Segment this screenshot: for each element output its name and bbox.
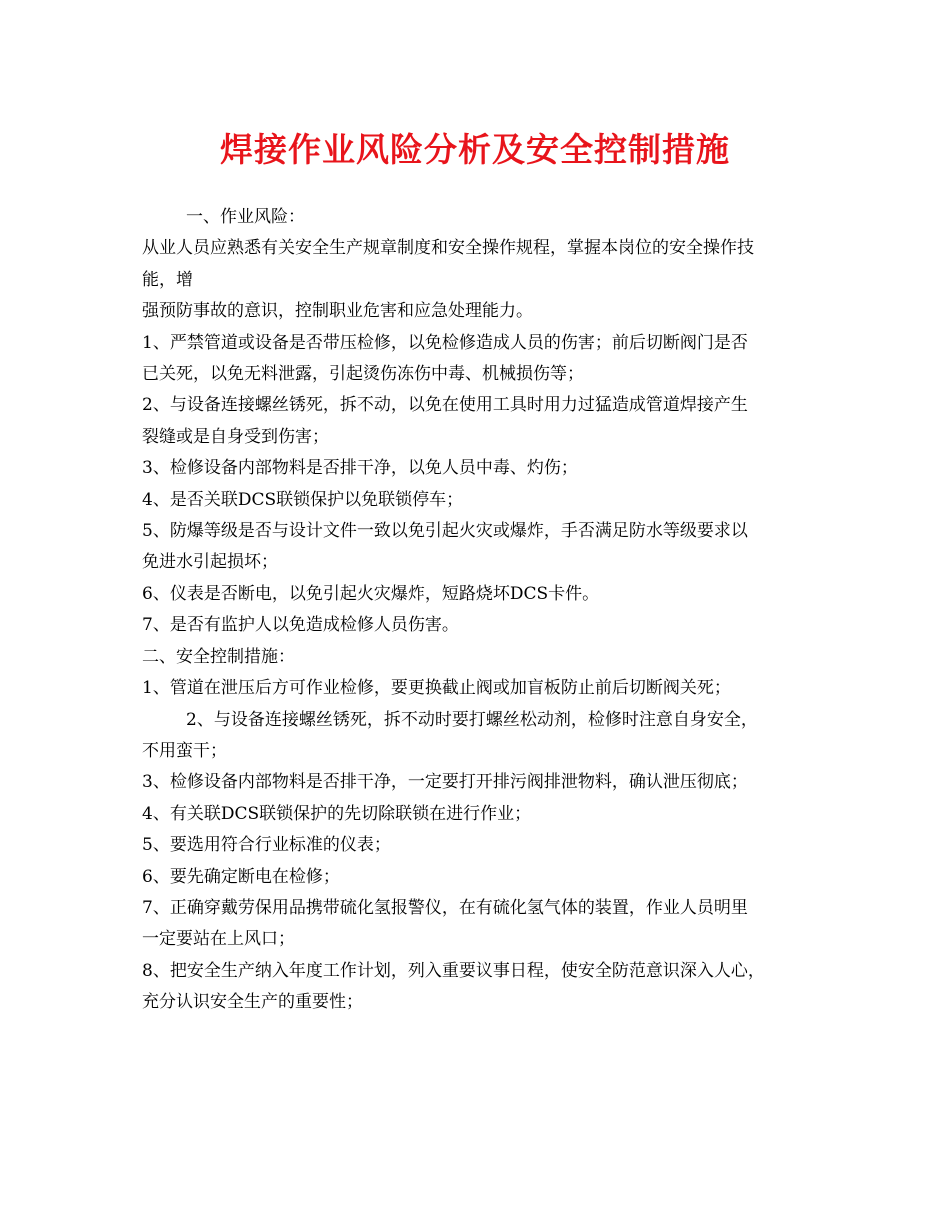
text-line: 充分认识安全生产的重要性； [142,992,363,1013]
text-line: 已关死，以免无料泄露，引起烫伤冻伤中毒、机械损伤等； [142,364,584,385]
text-line: 6、要先确定断电在检修； [142,866,340,887]
text-line: 二、安全控制措施： [142,646,295,667]
text-line: 4、是否关联DCS联锁保护以免联锁停车； [142,489,464,510]
text-line: 2、与设备连接螺丝锈死，拆不动，以免在使用工具时用力过猛造成管道焊接产生 [142,395,748,416]
text-line: 3、检修设备内部物料是否排干净，以免人员中毒、灼伤； [142,458,578,479]
text-line: 免进水引起损坏； [142,552,278,573]
text-line: 一、作业风险： [186,207,305,227]
text-line: 5、防爆等级是否与设计文件一致以免引起火灾或爆炸，手否满足防水等级要求以 [142,521,748,542]
text-line: 1、管道在泄压后方可作业检修，要更换截止阀或加盲板防止前后切断阀关死； [142,678,731,699]
text-line: 从业人员应熟悉有关安全生产规章制度和安全操作规程，掌握本岗位的安全操作技 [142,238,754,259]
text-line: 5、要选用符合行业标准的仪表； [142,835,391,856]
text-line: 1、严禁管道或设备是否带压检修，以免检修造成人员的伤害；前后切断阀门是否 [142,332,748,353]
text-line: 能，增 [142,269,193,290]
text-line: 4、有关联DCS联锁保护的先切除联锁在进行作业； [142,803,532,824]
text-line: 7、正确穿戴劳保用品携带硫化氢报警仪，在有硫化氢气体的装置，作业人员明里 [142,897,748,918]
text-line: 一定要站在上风口； [142,929,295,950]
document-body [142,202,832,1019]
text-line: 6、仪表是否断电，以免引起火灾爆炸，短路烧坏DCS卡件。 [142,583,600,604]
text-line: 8、把安全生产纳入年度工作计划，列入重要议事日程，使安全防范意识深入人心， [142,960,765,981]
text-line: 裂缝或是自身受到伤害； [142,426,329,447]
text-line: 不用蛮干； [142,740,227,761]
text-line: 3、检修设备内部物料是否排干净，一定要打开排污阀排泄物料，确认泄压彻底； [142,772,748,793]
text-line: 7、是否有监护人以免造成检修人员伤害。 [142,615,459,636]
page-title: 焊接作业风险分析及安全控制措施 [220,130,730,169]
text-line: 强预防事故的意识，控制职业危害和应急处理能力。 [142,301,533,322]
text-line: 2、与设备连接螺丝锈死，拆不动时要打螺丝松动剂，检修时注意自身安全， [186,709,758,730]
